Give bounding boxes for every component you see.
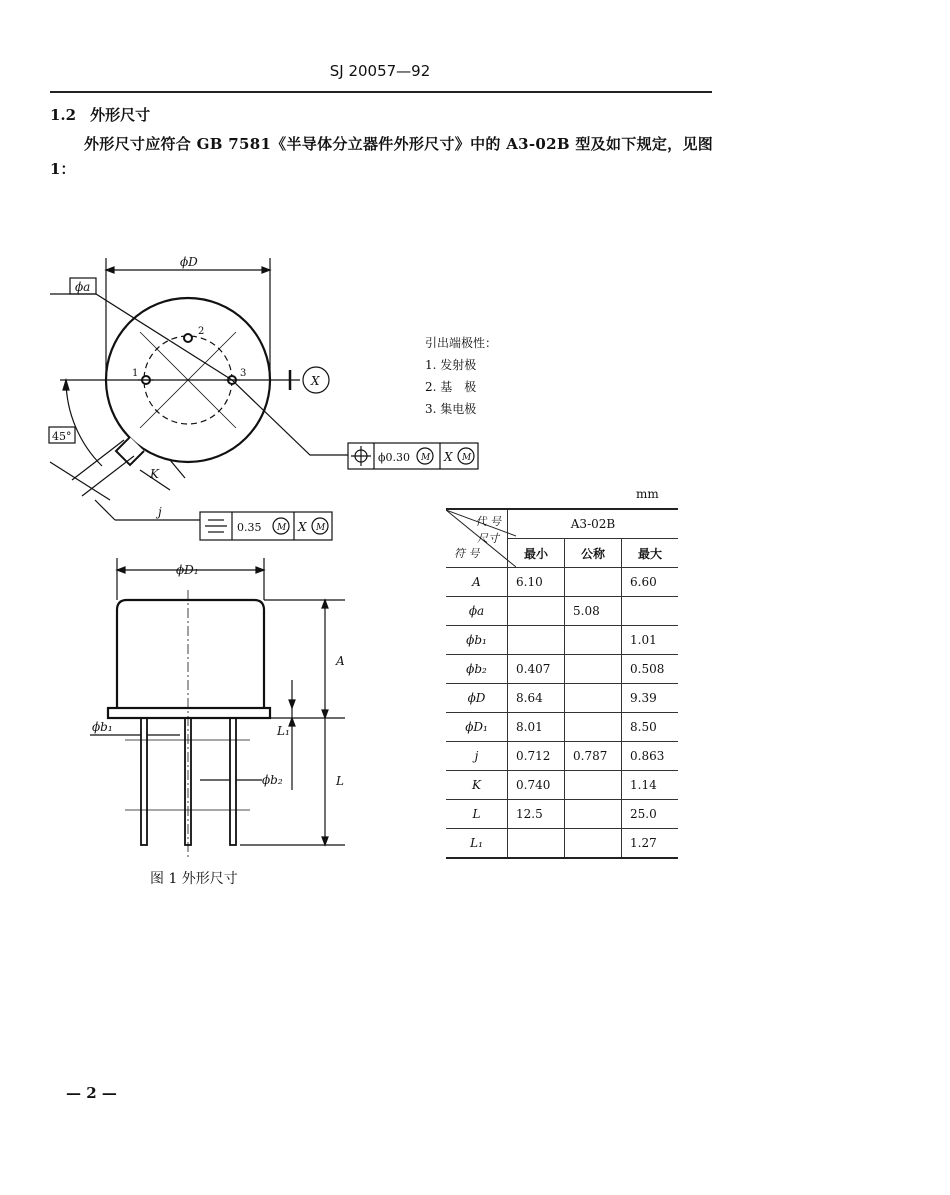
cell-min bbox=[508, 597, 565, 626]
label-datum: X bbox=[311, 374, 320, 388]
label-phiD1: ϕD₁ bbox=[176, 563, 199, 577]
table-row bbox=[446, 742, 678, 771]
cell-symbol: L bbox=[446, 800, 508, 829]
pin-legend-item: 3. 集电极 bbox=[425, 402, 477, 416]
label-phiD: ϕD bbox=[180, 255, 198, 269]
group-header: A3-02B bbox=[508, 509, 679, 539]
corner-mid: 尺寸 bbox=[477, 532, 499, 545]
cell-nom: 5.08 bbox=[565, 597, 622, 626]
section-number: 1.2 bbox=[50, 106, 77, 124]
label-mmc-2: M bbox=[462, 453, 472, 463]
label-datum-ref-2: X bbox=[298, 520, 307, 534]
cell-max: 25.0 bbox=[622, 800, 679, 829]
cell-nom bbox=[565, 568, 622, 597]
label-pin1: 1 bbox=[132, 368, 139, 379]
cell-min: 8.64 bbox=[508, 684, 565, 713]
table-row bbox=[446, 713, 678, 742]
corner-bottom: 符 号 bbox=[454, 547, 480, 560]
cell-max: 0.863 bbox=[622, 742, 679, 771]
label-mmc-4: M bbox=[316, 523, 326, 533]
cell-nom bbox=[565, 655, 622, 684]
figure-caption: 图 1 外形尺寸 bbox=[150, 871, 238, 887]
pin-legend-item: 1. 发射极 bbox=[425, 358, 477, 372]
document-header: SJ 20057—92 bbox=[329, 62, 431, 80]
cell-nom bbox=[565, 713, 622, 742]
label-A: A bbox=[336, 654, 345, 668]
cell-max: 6.60 bbox=[622, 568, 679, 597]
label-phib1: ϕb₁ bbox=[92, 720, 113, 734]
table-row bbox=[446, 597, 678, 626]
cell-min: 8.01 bbox=[508, 713, 565, 742]
cell-symbol: ϕb₂ bbox=[446, 655, 508, 684]
cell-min: 0.712 bbox=[508, 742, 565, 771]
cell-max: 0.508 bbox=[622, 655, 679, 684]
label-pin3: 3 bbox=[240, 368, 247, 379]
cell-min bbox=[508, 626, 565, 655]
cell-nom bbox=[565, 626, 622, 655]
cell-symbol: ϕD bbox=[446, 684, 508, 713]
cell-min: 0.740 bbox=[508, 771, 565, 800]
cell-symbol: j bbox=[446, 742, 508, 771]
top-view bbox=[49, 258, 478, 540]
cell-nom bbox=[565, 829, 622, 859]
cell-symbol: K bbox=[446, 771, 508, 800]
table-row bbox=[446, 568, 678, 597]
table-row bbox=[446, 829, 678, 859]
pin-legend-title: 引出端极性： bbox=[425, 336, 498, 350]
label-phia: ϕa bbox=[75, 280, 91, 294]
label-pos-tol: ϕ0.30 bbox=[378, 451, 410, 464]
cell-symbol: ϕD₁ bbox=[446, 713, 508, 742]
label-L1: L₁ bbox=[277, 724, 290, 738]
cell-symbol: L₁ bbox=[446, 829, 508, 859]
cell-max: 1.01 bbox=[622, 626, 679, 655]
cell-nom bbox=[565, 771, 622, 800]
pin-legend-item: 2. 基 极 bbox=[425, 380, 477, 394]
cell-nom bbox=[565, 800, 622, 829]
label-mmc: M bbox=[421, 453, 431, 463]
table-row bbox=[446, 684, 678, 713]
label-datum-ref: X bbox=[444, 450, 453, 464]
pin-legend bbox=[425, 332, 497, 420]
table-row bbox=[446, 626, 678, 655]
label-angle: 45° bbox=[52, 430, 72, 443]
corner-top: 代 号 bbox=[475, 515, 501, 528]
cell-max: 1.14 bbox=[622, 771, 679, 800]
table-unit: mm bbox=[636, 487, 659, 501]
label-L: L bbox=[336, 774, 344, 788]
cell-min bbox=[508, 829, 565, 859]
cell-min: 6.10 bbox=[508, 568, 565, 597]
cell-symbol: ϕa bbox=[446, 597, 508, 626]
label-pin2: 2 bbox=[198, 326, 205, 337]
body-paragraph: 外形尺寸应符合 GB 7581《半导体分立器件外形尺寸》中的 A3-02B 型及如下规定，见图 bbox=[84, 135, 714, 153]
label-k: K bbox=[150, 467, 159, 481]
cell-min: 12.5 bbox=[508, 800, 565, 829]
body-paragraph-cont: 1： bbox=[50, 160, 76, 178]
label-j: j bbox=[158, 505, 162, 519]
table-row bbox=[446, 655, 678, 684]
col-max: 最大 bbox=[622, 539, 679, 568]
table-row bbox=[446, 771, 678, 800]
cell-symbol: ϕb₁ bbox=[446, 626, 508, 655]
label-phib2: ϕb₂ bbox=[262, 773, 283, 787]
table-row bbox=[446, 800, 678, 829]
section-title: 外形尺寸 bbox=[90, 106, 151, 124]
side-view bbox=[90, 558, 345, 860]
cell-max: 1.27 bbox=[622, 829, 679, 859]
cell-nom bbox=[565, 684, 622, 713]
cell-symbol: A bbox=[446, 568, 508, 597]
col-min: 最小 bbox=[508, 539, 565, 568]
col-nom: 公称 bbox=[565, 539, 622, 568]
cell-nom: 0.787 bbox=[565, 742, 622, 771]
cell-min: 0.407 bbox=[508, 655, 565, 684]
page-number: — 2 — bbox=[66, 1084, 117, 1102]
corner-cell bbox=[446, 509, 508, 568]
cell-max: 9.39 bbox=[622, 684, 679, 713]
label-mmc-3: M bbox=[277, 523, 287, 533]
cell-max bbox=[622, 597, 679, 626]
cell-max: 8.50 bbox=[622, 713, 679, 742]
label-sym-tol: 0.35 bbox=[237, 521, 262, 534]
dimension-table bbox=[446, 508, 678, 859]
